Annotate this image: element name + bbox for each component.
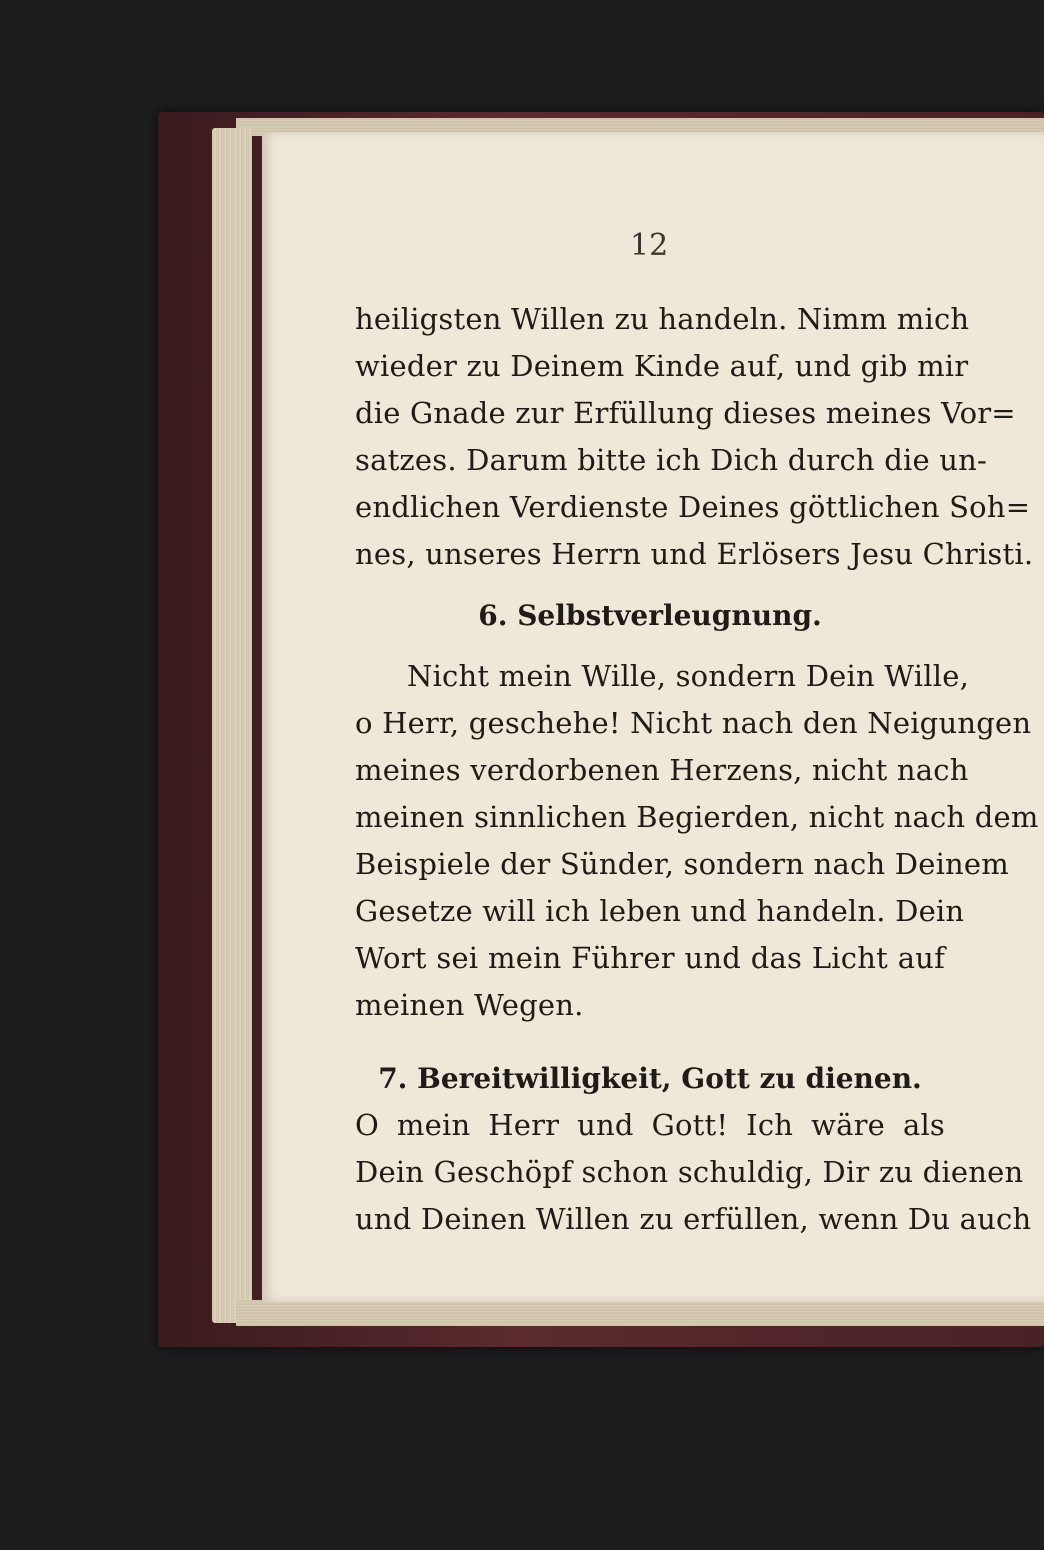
text-line: O mein Herr und Gott! Ich wäre als [355,1108,945,1142]
text-line: Dein Geschöpf schon schuldig, Dir zu dienen [355,1155,1024,1189]
text-line: meinen Wegen. [355,988,584,1022]
text-line: endlichen Verdienste Deines göttlichen Soh= [355,490,1031,524]
text-line: wieder zu Deinem Kinde auf, und gib mir [355,349,969,383]
text-line: meinen sinnlichen Begierden, nicht nach dem [355,800,1039,834]
page-number: 12 [630,228,669,263]
text-line: Wort sei mein Führer und das Licht auf [355,941,945,975]
text-line: heiligsten Willen zu handeln. Nimm mich [355,302,970,336]
text-line: Nicht mein Wille, sondern Dein Wille, [407,659,969,693]
paragraph-section-7 [355,1102,1032,1243]
text-line: die Gnade zur Erfüllung dieses meines Vor= [355,396,1016,430]
text-line: meines verdorbenen Herzens, nicht nach [355,753,969,787]
page-text [355,296,1039,1243]
text-line: satzes. Darum bitte ich Dich durch die un- [355,443,987,477]
page-edges-left [212,128,252,1323]
text-line: o Herr, geschehe! Nicht nach den Neigungen [355,706,1032,740]
page-edges-bottom [236,1300,1044,1326]
text-line: Gesetze will ich leben und handeln. Dein [355,894,965,928]
text-line: Beispiele der Sünder, sondern nach Deinem [355,847,1009,881]
section-heading-7: 7. Bereitwilligkeit, Gott zu dienen. [378,1062,922,1095]
paragraph-1 [355,296,1034,578]
paragraph-section-6 [355,653,1039,1029]
text-line: und Deinen Willen zu erfüllen, wenn Du auch [355,1202,1032,1236]
text-line: nes, unseres Herrn und Erlösers Jesu Christi. [355,537,1034,571]
section-heading-6: 6. Selbstverleugnung. [478,599,822,632]
